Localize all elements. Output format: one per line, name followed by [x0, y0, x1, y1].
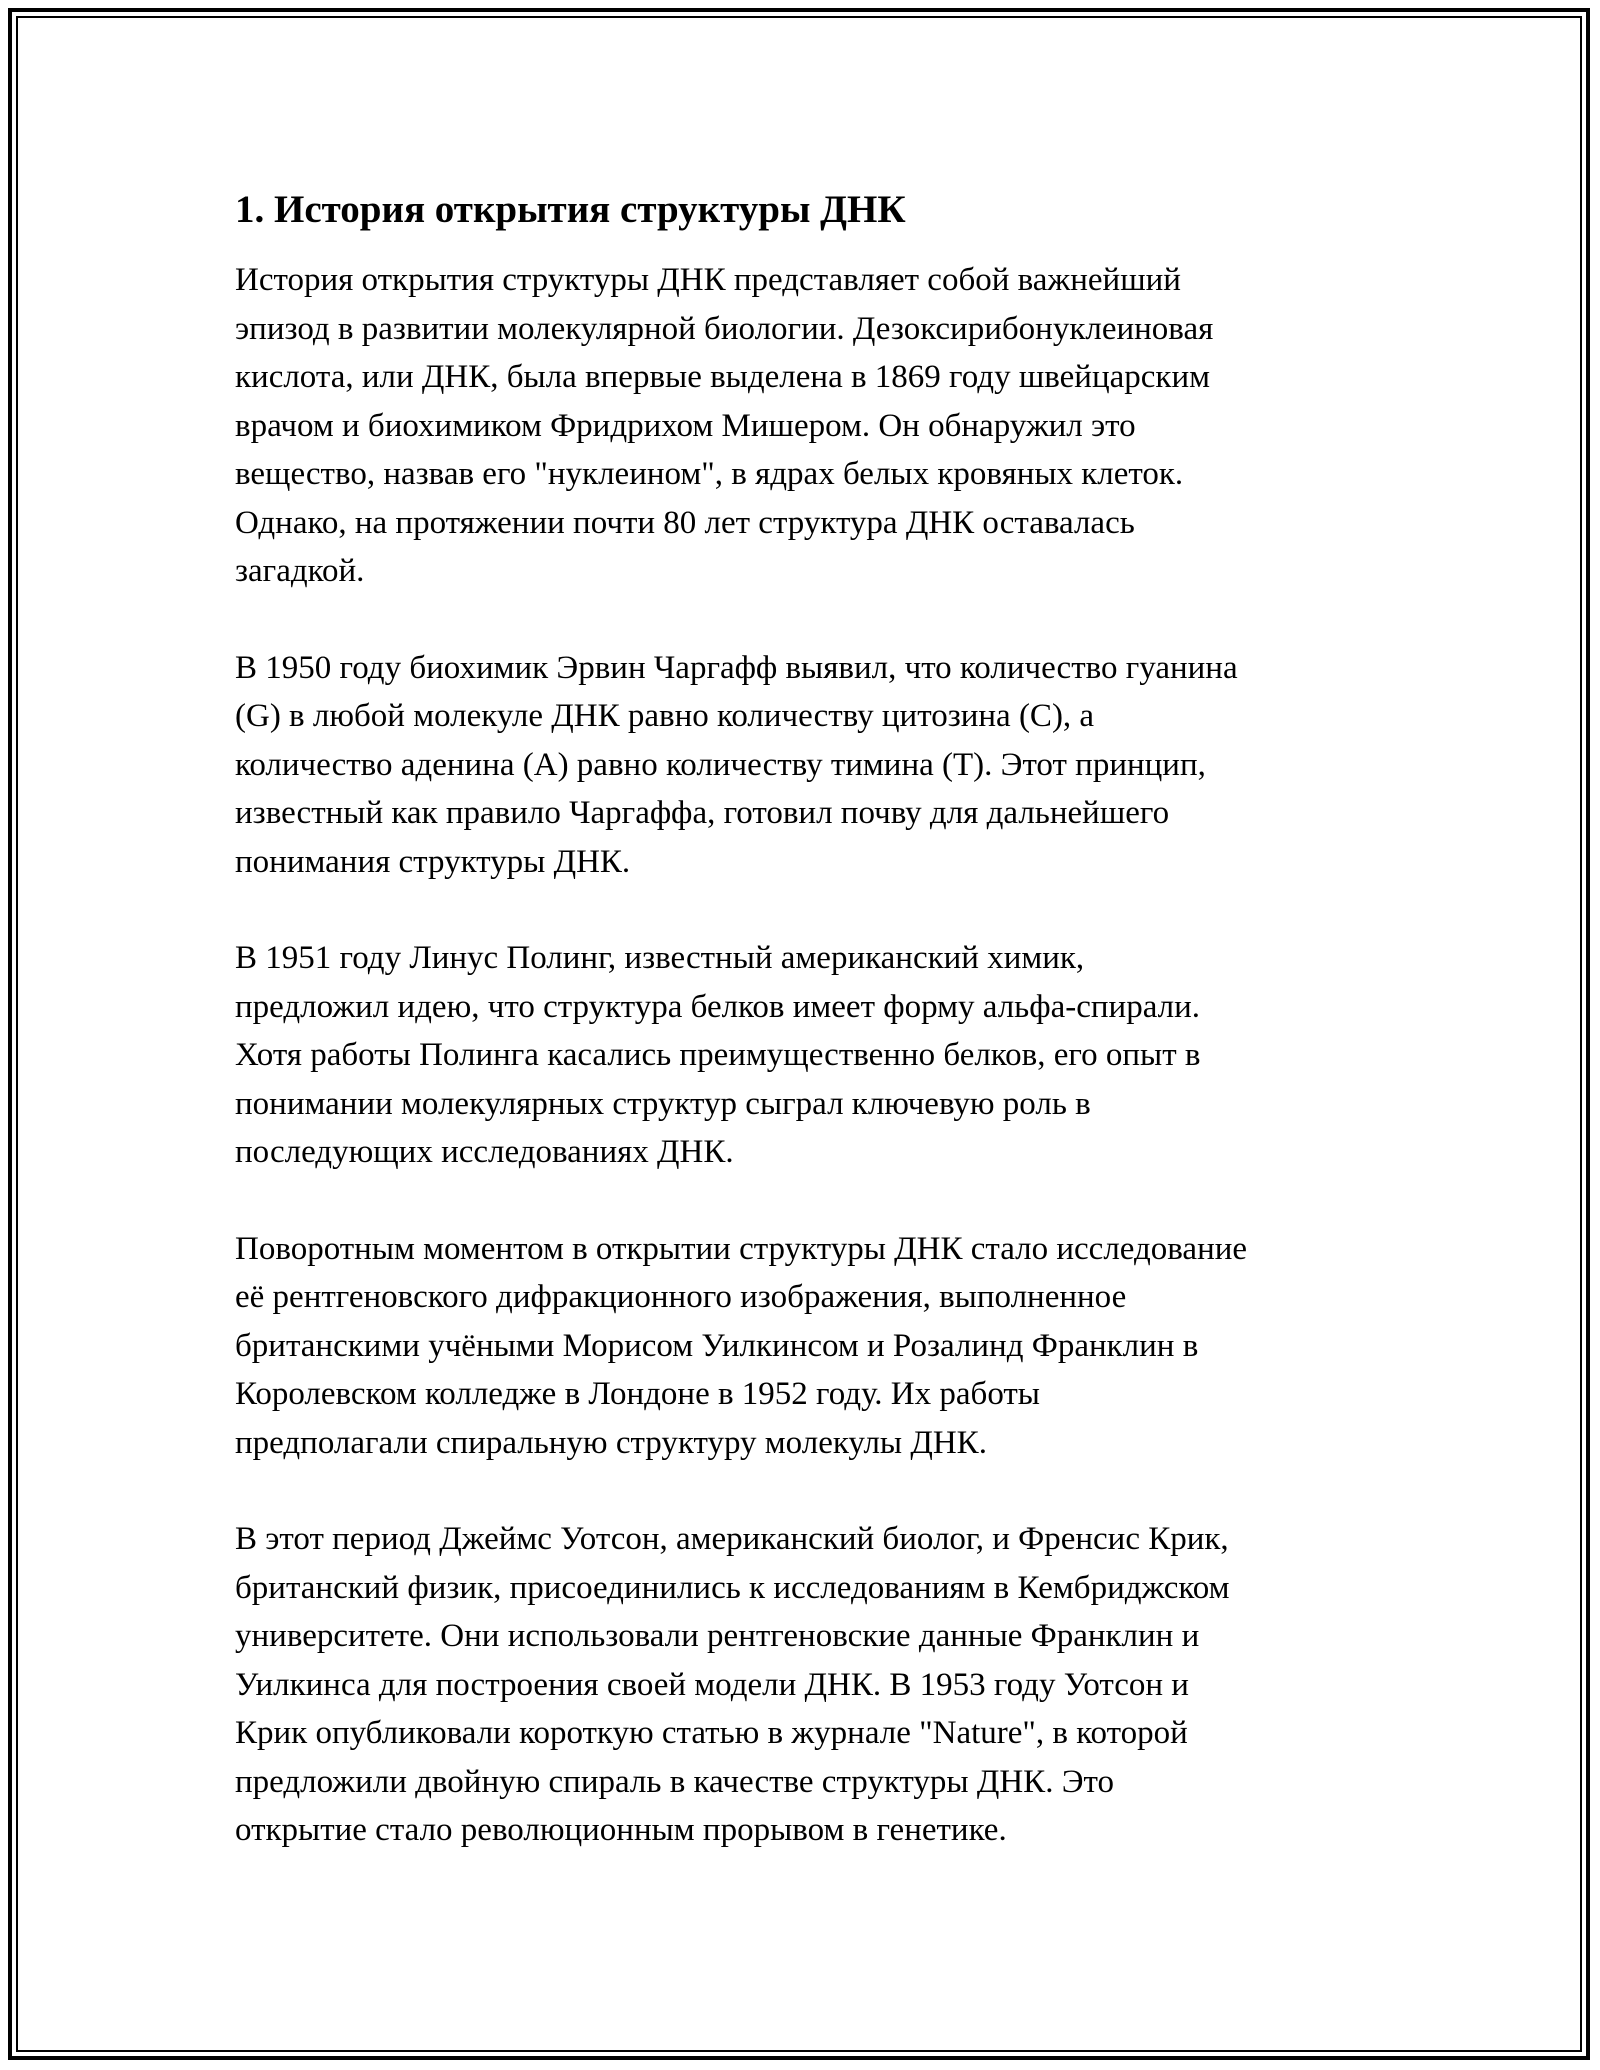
paragraph-line: кислота, или ДНК, была впервые выделена в 1869 году швейцарским	[235, 359, 1210, 395]
paragraph-line: Королевском колледже в Лондоне в 1952 году. Их работы	[235, 1376, 1040, 1412]
paragraph-line: британский физик, присоединились к исследованиям в Кембриджском	[235, 1569, 1230, 1606]
paragraph-dna-history-intro	[235, 256, 1385, 596]
paragraph-line: Поворотным моментом в открытии структуры ДНК стало исследование	[235, 1230, 1248, 1267]
paragraph-line: В этот период Джеймс Уотсон, американский биолог, и Френсис Крик,	[235, 1521, 1229, 1557]
paragraph-line: её рентгеновского дифракционного изображения, выполненное	[235, 1279, 1127, 1315]
section-heading: 1. История открытия структуры ДНК	[235, 188, 906, 231]
paragraph-line: Уилкинса для построения своей модели ДНК. В 1953 году Уотсон и	[235, 1666, 1189, 1703]
paragraph-line: открытие стало революционным прорывом в генетике.	[235, 1812, 1007, 1848]
paragraph-line: В 1950 году биохимик Эрвин Чаргафф выявил, что количество гуанина	[235, 649, 1238, 686]
paragraph-line: предложили двойную спираль в качестве структуры ДНК. Это	[235, 1763, 1114, 1800]
paragraph-line: известный как правило Чаргаффа, готовил почву для дальнейшего	[235, 795, 1170, 831]
paragraph-line: университете. Они использовали рентгеновские данные Франклин и	[235, 1618, 1200, 1654]
document-body	[235, 186, 1385, 1903]
paragraph-line: предложил идею, что структура белков имеет форму альфа-спирали.	[235, 988, 1201, 1025]
paragraph-line: британскими учёными Морисом Уилкинсом и Розалинд Франклин в	[235, 1327, 1199, 1364]
paragraph-line: количество аденина (A) равно количеству тимина (T). Этот принцип,	[235, 746, 1206, 783]
paragraph-line: эпизод в развитии молекулярной биологии. Дезоксирибонуклеиновая	[235, 310, 1214, 347]
paragraph-line: загадкой.	[235, 553, 365, 589]
paragraph-line: Крик опубликовали короткую статью в журнале "Nature", в которой	[235, 1715, 1188, 1751]
paragraph-line: Хотя работы Полинга касались преимущественно белков, его опыт в	[235, 1037, 1201, 1073]
paragraph-watson-crick	[235, 1515, 1385, 1855]
paragraph-line: вещество, назвав его "нуклеином", в ядрах белых кровяных клеток.	[235, 456, 1184, 492]
paragraph-line: Однако, на протяжении почти 80 лет структура ДНК оставалась	[235, 504, 1135, 541]
paragraph-line: понимания структуры ДНК.	[235, 843, 631, 880]
paragraph-line: последующих исследованиях ДНК.	[235, 1134, 734, 1170]
paragraph-line: В 1951 году Линус Полинг, известный американский химик,	[235, 940, 1085, 976]
paragraph-line: предполагали спиральную структуру молекулы ДНК.	[235, 1424, 987, 1461]
paragraph-pauling	[235, 934, 1385, 1177]
paragraph-chargaff	[235, 644, 1385, 887]
paragraph-line: История открытия структуры ДНК представляет собой важнейший	[235, 262, 1181, 298]
paragraph-line: понимании молекулярных структур сыграл ключевую роль в	[235, 1085, 1091, 1122]
paragraph-xray-diffraction	[235, 1225, 1385, 1468]
paragraph-line: (G) в любой молекуле ДНК равно количеству цитозина (C), а	[235, 698, 1095, 734]
paragraph-line: врачом и биохимиком Фридрихом Мишером. Он обнаружил это	[235, 407, 1136, 444]
